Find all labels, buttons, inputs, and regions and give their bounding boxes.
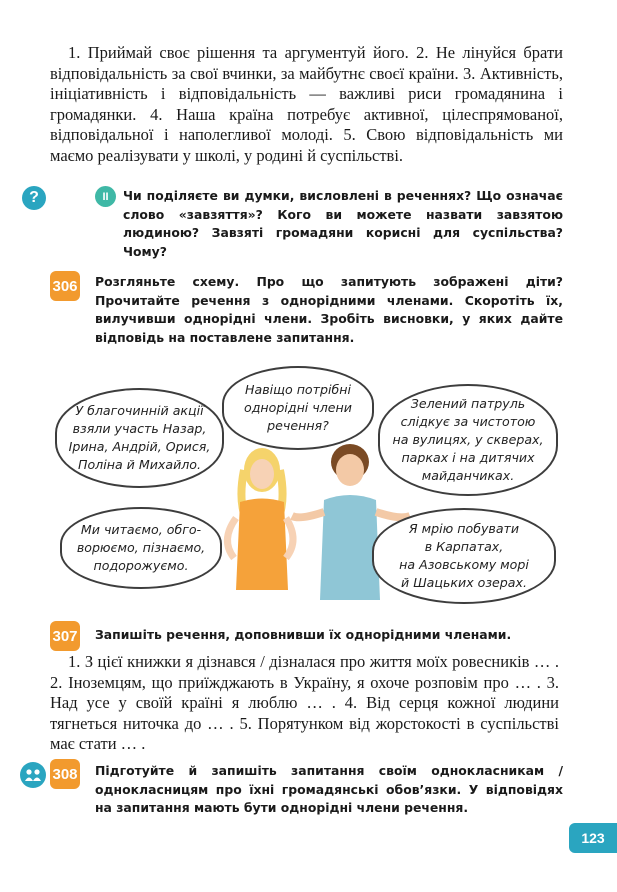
bubble-left-top: У благочинній акції взяли участь Назар, Ірина, Андрій, Орися, Поліна й Михайло. bbox=[55, 388, 224, 488]
exercise-306-badge: 306 bbox=[50, 271, 80, 301]
exercise-308-text: Підготуйте й запишіть запитання своїм однокласникам / однокласницям про їхні громадянські обов’язки. У відповідях на запитання мають бути однорідні члени речення. bbox=[95, 763, 563, 816]
page-number: 123 bbox=[569, 823, 617, 853]
exercise-307-body: 1. З цієї книжки я дізнався / дізналася про життя моїх ровесників … . 2. Іноземцям, що приїжджають в Україну, я охоче розповім про … . 3. Над усе у своїй країні я люблю … . 4. Від серця кожної людини тягнеться ниточка до … . 5. Порятунком від жорстокості в суспільстві має стати … . bbox=[50, 652, 559, 754]
exercise-307-badge: 307 bbox=[50, 621, 80, 651]
girl-figure bbox=[227, 448, 293, 590]
level-badge: II bbox=[95, 186, 116, 207]
bubble-center-question: Навіщо потрібні однорідні члени речення? bbox=[222, 366, 374, 450]
intro-paragraph: 1. Приймай своє рішення та аргументуй його. 2. Не лінуйся брати відповідальність за свої вчинки, за майбутнє своєї країни. 3. Активність, ініціативність і відповідальність — важливі риси громадянина і громадянки. 4. Наша країна потребує активної, цілеспрямованої, відповідальної і наполегливої молоді. 5. Свою відповідальність ми маємо реалізувати у школі, у родині й суспільстві. bbox=[50, 43, 563, 165]
exercise-308-badge: 308 bbox=[50, 759, 80, 789]
pair-work-icon bbox=[20, 762, 46, 788]
bubble-left-bottom: Ми читаємо, обго- ворюємо, пізнаємо, подорожуємо. bbox=[60, 507, 222, 589]
exercise-307-text: Запишіть речення, доповнивши їх однорідними членами. bbox=[95, 627, 512, 642]
bubble-right-top: Зелений патруль слідкує за чистотою на вулицях, у скверах, парках і на дитячих майданчиках. bbox=[378, 384, 558, 496]
question-text: Чи поділяєте ви думки, висловлені в реченнях? Що означає слово «завзяття»? Кого ви можете назвати завзятою людиною? Завзяті громадяни корисні для суспільства? Чому? bbox=[123, 188, 563, 259]
question-icon: ? bbox=[22, 186, 46, 210]
bubble-right-bottom: Я мрію побувати в Карпатах, на Азовському морі й Шацьких озерах. bbox=[372, 508, 556, 604]
exercise-306-text: Розгляньте схему. Про що запитують зображені діти? Прочитайте речення з однорідними членами. Скоротіть їх, вилучивши однорідні члени. Зробіть висновки, у яких дайте відповідь на поставлене запитання. bbox=[95, 274, 563, 345]
